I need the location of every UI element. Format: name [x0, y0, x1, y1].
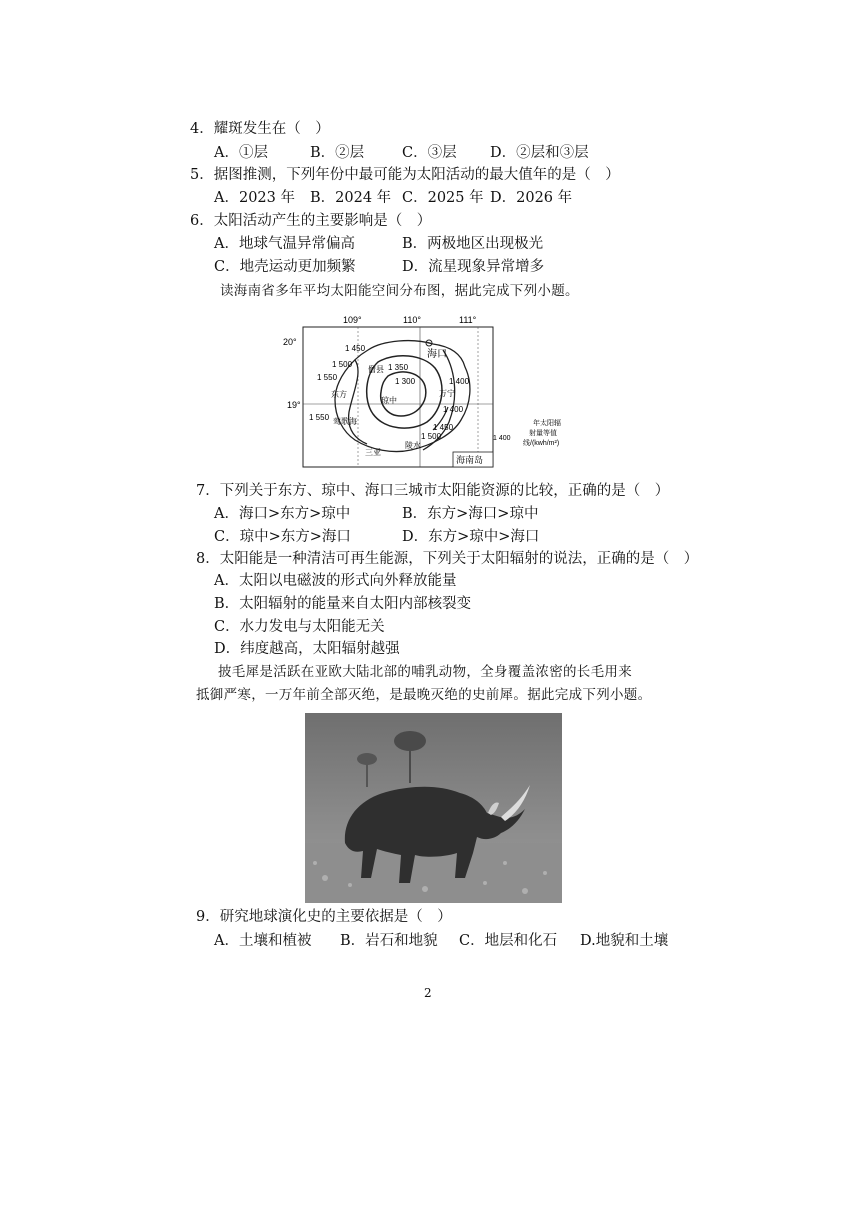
q9-option-b: B．岩石和地貌 [340, 933, 438, 949]
q7-option-d: D．东方>琼中>海口 [402, 529, 540, 545]
woolly-rhinoceros-image [305, 713, 562, 903]
contour-label: 1 450 [345, 344, 366, 353]
contour-label: 1 300 [395, 377, 416, 386]
city-label: 东方 [331, 390, 347, 399]
contour-label: 1 550 [309, 413, 330, 422]
q7-stem: 7．下列关于东方、琼中、海口三城市太阳能资源的比较，正确的是（ ） [196, 483, 670, 499]
city-label: 莺歌海 [333, 417, 357, 426]
contour-label: 1 450 [433, 423, 454, 432]
contour-label: 1 400 [449, 377, 470, 386]
map-intro: 读海南省多年平均太阳能空间分布图，据此完成下列小题。 [220, 283, 579, 299]
map-title: 海南岛 [456, 455, 484, 465]
q9-option-a: A．土壤和植被 [214, 933, 312, 949]
q8-option-c: C．水力发电与太阳能无关 [214, 619, 385, 635]
legend-text: 线/(kwh/m²) [523, 440, 560, 447]
q4-stem: 4．耀斑发生在（ ） [190, 121, 330, 137]
contour-label: 1 550 [317, 373, 338, 382]
q7-option-c: C．琼中>东方>海口 [214, 529, 351, 545]
lon-label: 109° [343, 315, 362, 325]
q5-option-c: C．2025 年 [402, 190, 484, 206]
lat-label: 20° [283, 337, 297, 347]
q6-stem: 6．太阳活动产生的主要影响是（ ） [190, 213, 432, 229]
legend-value: 1 400 [493, 435, 511, 442]
q8-option-d: D．纬度越高，太阳辐射越强 [214, 641, 400, 657]
lon-label: 111° [459, 315, 477, 325]
contour-label: 1 350 [388, 363, 409, 372]
q7-option-b: B．东方>海口>琼中 [402, 506, 539, 522]
q5-option-d: D．2026 年 [490, 190, 573, 206]
legend-text: 射量等值 [529, 430, 557, 437]
q9-option-d: D.地貌和土壤 [580, 933, 669, 949]
q8-stem: 8．太阳能是一种清洁可再生能源，下列关于太阳辐射的说法，正确的是（ ） [196, 551, 699, 567]
city-label: 陵水 [405, 441, 421, 450]
q6-option-d: D．流星现象异常增多 [402, 259, 545, 275]
city-label: 海口 [427, 349, 447, 360]
q4-option-c: C．③层 [402, 145, 457, 161]
q5-option-a: A．2023 年 [214, 190, 295, 206]
rhino-intro-line-2: 抵御严寒，一万年前全部灭绝，是最晚灭绝的史前犀。据此完成下列小题。 [196, 687, 652, 703]
q4-option-a: A．①层 [214, 145, 268, 161]
contour-label: 1 500 [332, 360, 353, 369]
page-number: 2 [424, 986, 432, 1000]
rhino-intro-line-1: 披毛犀是活跃在亚欧大陆北部的哺乳动物，全身覆盖浓密的长毛用来 [218, 664, 632, 680]
q9-option-c: C．地层和化石 [459, 933, 558, 949]
q7-option-a: A．海口>东方>琼中 [214, 506, 351, 522]
lon-label: 110° [403, 315, 421, 325]
q8-option-b: B．太阳辐射的能量来自太阳内部核裂变 [214, 596, 472, 612]
q6-option-a: A．地球气温异常偏高 [214, 236, 355, 252]
city-label: 儋县 [368, 365, 384, 374]
city-label: 三亚 [365, 448, 381, 457]
hainan-solar-map [283, 312, 585, 470]
q8-option-a: A．太阳以电磁波的形式向外释放能量 [214, 573, 457, 589]
q6-option-c: C．地壳运动更加频繁 [214, 259, 356, 275]
q5-option-b: B．2024 年 [310, 190, 392, 206]
city-label: 万宁 [439, 389, 455, 398]
q4-option-d: D．②层和③层 [490, 145, 589, 161]
legend-text: 年太阳辐 [533, 420, 561, 427]
q5-stem: 5．据图推测，下列年份中最可能为太阳活动的最大值年的是（ ） [190, 167, 620, 183]
city-label: 琼中 [381, 396, 397, 405]
lat-label: 19° [287, 400, 301, 410]
contour-label: 1 400 [443, 405, 464, 414]
q4-option-b: B．②层 [310, 145, 365, 161]
contour-label: 1 500 [421, 432, 442, 441]
q6-option-b: B．两极地区出现极光 [402, 236, 544, 252]
q9-stem: 9．研究地球演化史的主要依据是（ ） [196, 909, 452, 925]
